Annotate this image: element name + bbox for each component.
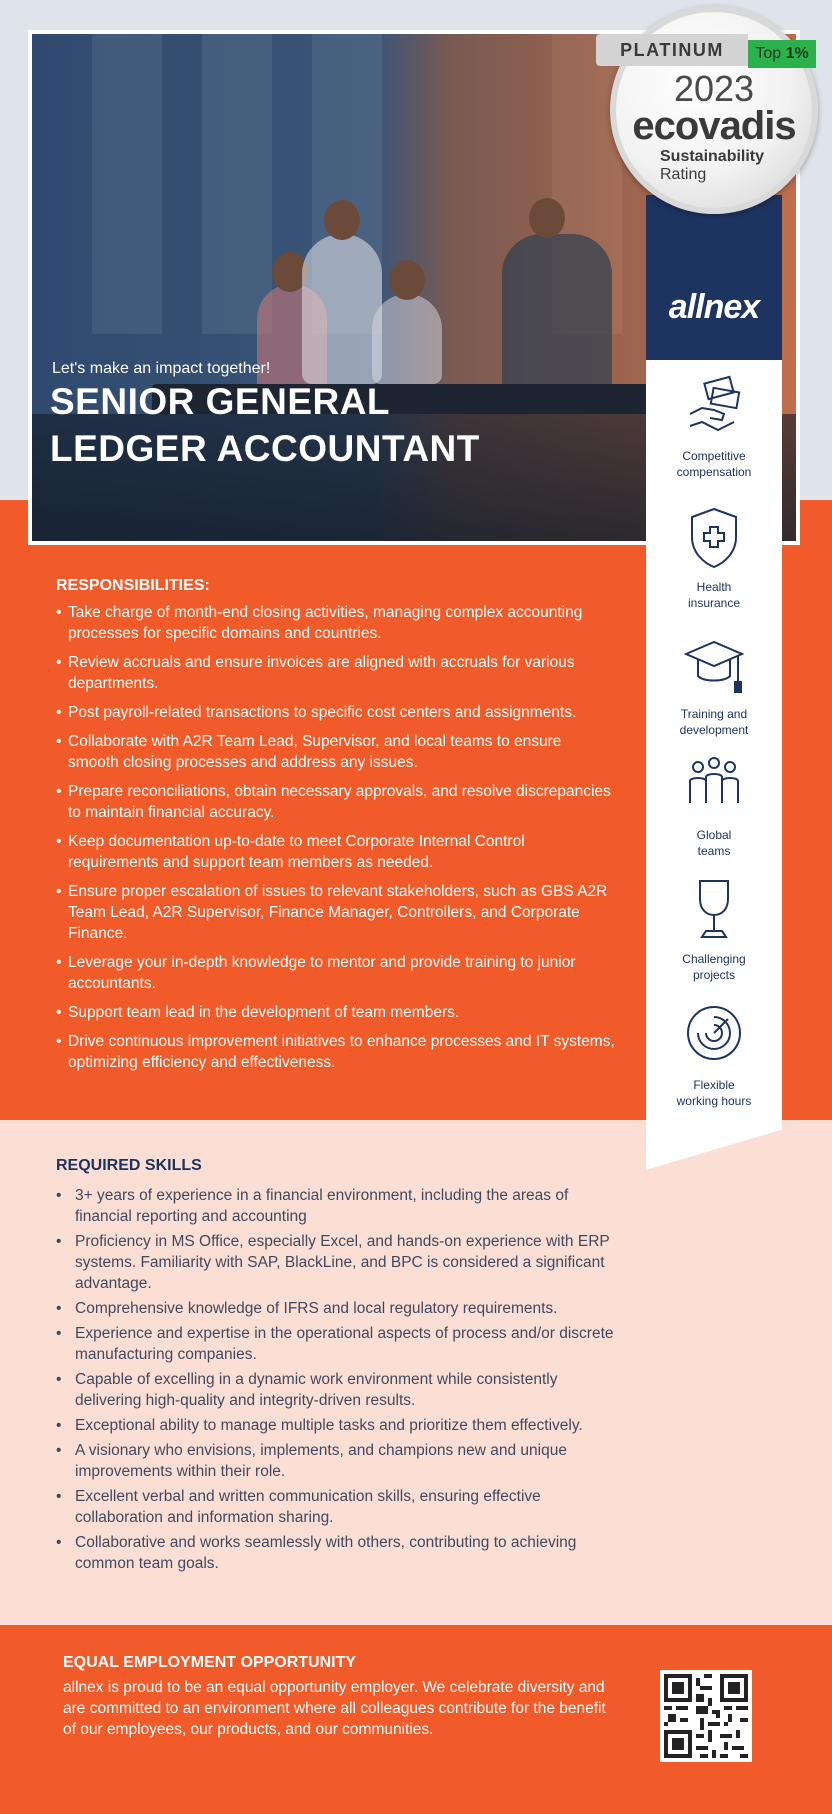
badge-line2: Rating xyxy=(660,166,707,183)
list-item: • Prepare reconciliations, obtain necessary approvals, and resolve discrepancies to maintain financial accuracy. xyxy=(56,781,616,823)
list-item: • Capable of excelling in a dynamic work environment while consistently delivering high-quality and integrity-driven results. xyxy=(56,1369,628,1411)
list-item: • Drive continuous improvement initiatives to enhance processes and IT systems, optimizing efficiency and effectiveness. xyxy=(56,1031,616,1073)
job-title xyxy=(50,378,480,472)
benefit-label-line1: Challenging xyxy=(682,952,746,966)
job-title-line1: SENIOR GENERAL xyxy=(50,381,391,422)
list-item: • A visionary who envisions, implements, and champions new and unique improvements within their role. xyxy=(56,1440,628,1482)
list-item: • 3+ years of experience in a financial environment, including the areas of financial reporting and accounting xyxy=(56,1185,628,1227)
list-item: • Exceptional ability to manage multiple tasks and prioritize them effectively. xyxy=(56,1415,628,1436)
list-item: • Keep documentation up-to-date to meet Corporate Internal Control requirements and support team members as needed. xyxy=(56,831,616,873)
badge-line1: Sustainability xyxy=(660,148,765,165)
list-item: • Support team lead in the development of team members. xyxy=(56,1002,616,1023)
benefit-global-teams xyxy=(646,753,782,859)
list-item: • Proficiency in MS Office, especially Excel, and hands-on experience with ERP systems. Familiarity with SAP, BlackLine, and BPC is considered a significant advantage. xyxy=(56,1231,628,1294)
team-people-icon xyxy=(684,753,744,819)
list-item: • Comprehensive knowledge of IFRS and local regulatory requirements. xyxy=(56,1298,628,1319)
trophy-icon xyxy=(684,877,744,943)
list-item: • Collaborative and works seamlessly with others, contributing to achieving common team goals. xyxy=(56,1532,628,1574)
benefit-training xyxy=(646,632,782,738)
benefit-projects xyxy=(646,877,782,983)
badge-top-rank xyxy=(748,40,816,68)
benefit-health xyxy=(646,505,782,611)
list-item: • Excellent verbal and written communication skills, ensuring effective collaboration and information sharing. xyxy=(56,1486,628,1528)
badge-top-value: 1% xyxy=(785,45,809,62)
benefit-label-line1: Training and xyxy=(680,707,748,721)
skills-title: REQUIRED SKILLS xyxy=(56,1157,202,1174)
benefit-label-line2: teams xyxy=(697,844,731,858)
benefit-label-line1: Competitive xyxy=(682,449,746,463)
list-item: • Leverage your in-depth knowledge to mentor and provide training to junior accountants. xyxy=(56,952,616,994)
eeo-text: allnex is proud to be an equal opportunity employer. We celebrate diversity and are committed to an environment where all colleagues contribute for the benefit of our employees, our products, and our communities. xyxy=(63,1679,606,1738)
benefit-compensation xyxy=(646,374,782,480)
list-item: • Ensure proper escalation of issues to relevant stakeholders, such as GBS A2R Team Lead, A2R Supervisor, Finance Manager, Controllers, and Corporate Finance. xyxy=(56,881,616,944)
badge-tier: PLATINUM xyxy=(596,34,748,66)
list-item: • Experience and expertise in the operational aspects of process and/or discrete manufacturing companies. xyxy=(56,1323,628,1365)
list-item: • Take charge of month-end closing activities, managing complex accounting processes for specific domains and countries. xyxy=(56,602,616,644)
benefit-label-line1: Global xyxy=(696,828,732,842)
benefit-label-line2: projects xyxy=(692,968,736,982)
benefit-label-line2: insurance xyxy=(687,596,741,610)
benefit-label-line2: compensation xyxy=(676,465,752,479)
eeo-title: EQUAL EMPLOYMENT OPPORTUNITY xyxy=(63,1654,357,1671)
benefit-label-line1: Flexible xyxy=(693,1078,735,1092)
responsibilities-title: RESPONSIBILITIES: xyxy=(56,577,210,594)
allnex-logo: allnex xyxy=(668,288,760,326)
job-title-line2: LEDGER ACCOUNTANT xyxy=(50,428,480,469)
benefit-label-line2: development xyxy=(679,723,749,737)
target-clock-icon xyxy=(684,1003,744,1069)
benefit-flexible-hours xyxy=(646,1003,782,1109)
list-item: • Collaborate with A2R Team Lead, Supervisor, and local teams to ensure smooth closing processes and address any issues. xyxy=(56,731,616,773)
benefit-label-line1: Health xyxy=(696,580,732,594)
benefit-label-line2: working hours xyxy=(676,1094,752,1108)
responsibilities-list xyxy=(56,602,616,1081)
tagline: Let's make an impact together! xyxy=(52,360,271,377)
list-item: • Post payroll-related transactions to specific cost centers and assignments. xyxy=(56,702,616,723)
qr-code-icon[interactable] xyxy=(660,1670,752,1762)
skills-list xyxy=(56,1185,628,1578)
badge-year: 2023 xyxy=(673,68,755,109)
list-item: • Review accruals and ensure invoices are aligned with accruals for various departments. xyxy=(56,652,616,694)
badge-brand: ecovadis xyxy=(632,104,796,148)
brand-ribbon xyxy=(646,195,782,360)
money-hand-icon xyxy=(684,374,744,440)
graduation-cap-icon xyxy=(684,632,744,698)
badge-top-prefix: Top xyxy=(755,45,786,62)
health-shield-icon xyxy=(684,505,744,571)
